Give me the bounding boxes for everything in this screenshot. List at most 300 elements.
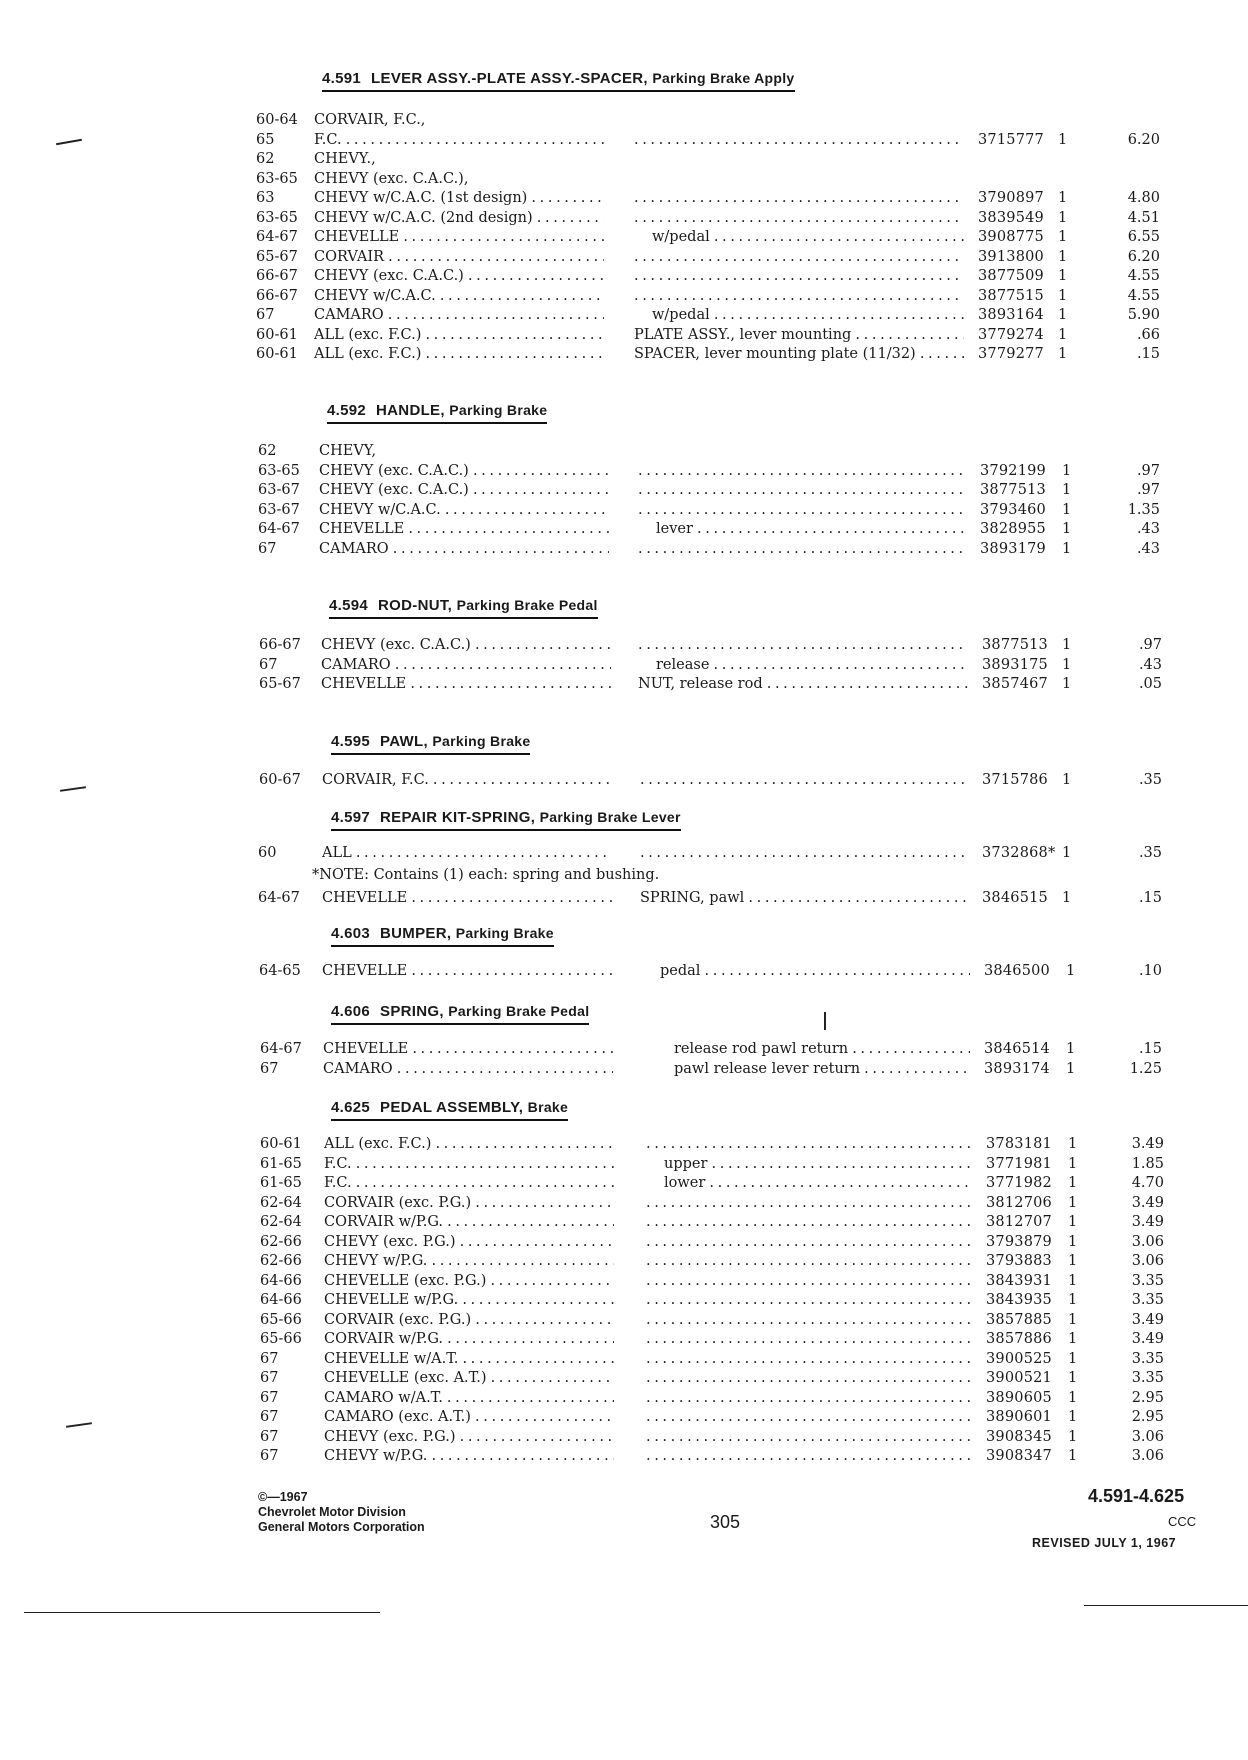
part-number: 3732868*: [982, 845, 1056, 861]
section-subtitle: Parking Brake Lever: [539, 809, 681, 825]
section-heading-4597: [331, 809, 681, 831]
price: 3.49: [1131, 1311, 1164, 1328]
model-year: 67: [260, 1409, 279, 1425]
table-row: [0, 1175, 1248, 1193]
quantity: 1: [1058, 268, 1068, 284]
part-description: [640, 890, 968, 906]
price: .05: [1138, 676, 1162, 693]
quantity: 1: [1062, 521, 1072, 538]
table-row: [0, 772, 1248, 790]
model-year: 67: [260, 1350, 279, 1367]
part-number: 3913800: [978, 248, 1044, 265]
part-description: [638, 676, 968, 692]
quantity: 1: [1062, 482, 1072, 499]
part-number: 3900525: [986, 1350, 1052, 1367]
part-number: 3877515: [978, 287, 1044, 304]
section-title: LEVER ASSY.-PLATE ASSY.-SPACER,: [371, 70, 648, 87]
bottom-rule-left: [24, 1612, 380, 1613]
price: 4.70: [1131, 1175, 1164, 1191]
model-name: CHEVELLE (exc. A.T.) . . .: [324, 1370, 614, 1386]
part-number: 3857886: [986, 1331, 1052, 1347]
model-name: CHEVELLE . . .: [319, 521, 609, 537]
model-year: 67: [260, 1428, 279, 1445]
part-description: [638, 482, 966, 498]
part-number: 3908347: [986, 1448, 1052, 1464]
part-number: 3846514: [984, 1041, 1050, 1057]
price: 3.06: [1131, 1253, 1164, 1269]
part-description-text: pedal: [660, 963, 701, 979]
table-row: [0, 1390, 1248, 1408]
part-description: [634, 327, 964, 343]
part-number: 3771982: [986, 1175, 1052, 1191]
model-name: CHEVY w/C.A.C. (2nd design) . . .: [314, 210, 604, 226]
model-year: 64-67: [260, 1041, 302, 1057]
price: .35: [1138, 845, 1162, 861]
part-description-text: SPRING, pawl: [640, 890, 745, 906]
part-description: [646, 1370, 972, 1386]
model-name: CHEVY (exc. C.A.C.) . . .: [319, 463, 609, 479]
table-row: [0, 845, 1248, 863]
section-number: 4.597: [331, 809, 371, 826]
table-row: [0, 1136, 1248, 1154]
section-heading-4592: [327, 402, 547, 424]
part-number: 3843935: [986, 1292, 1052, 1308]
price: 1.85: [1131, 1155, 1164, 1172]
quantity: 1: [1058, 287, 1068, 304]
table-row: [0, 637, 1248, 655]
section-heading-4591: [322, 70, 795, 92]
model-year: 67: [259, 656, 278, 673]
part-number: 3877509: [978, 268, 1044, 284]
part-description: [646, 1253, 972, 1269]
part-description: [634, 346, 964, 362]
part-number: 3877513: [982, 637, 1048, 653]
model-name: CHEVELLE w/P.G. . . .: [324, 1292, 614, 1308]
part-description: [634, 210, 964, 226]
part-number: 3890601: [986, 1409, 1052, 1425]
quantity: 1: [1068, 1350, 1078, 1367]
price: .15: [1138, 1041, 1162, 1057]
model-year: 66-67: [256, 287, 298, 304]
table-row: [0, 1273, 1248, 1291]
model-name: CHEVY w/P.G. . . .: [324, 1448, 614, 1464]
section-subtitle: Parking Brake: [449, 402, 548, 418]
model-name: CHEVY (exc. P.G.) . . .: [324, 1234, 614, 1250]
model-year: 67: [256, 307, 275, 323]
table-row: [0, 171, 1248, 189]
section-subtitle: Parking Brake: [432, 733, 531, 749]
model-year: 65-67: [259, 676, 301, 693]
part-description-text: upper: [664, 1155, 708, 1172]
quantity: 1: [1068, 1155, 1078, 1172]
quantity: 1: [1068, 1272, 1078, 1289]
model-name: F.C. . . .: [324, 1175, 614, 1191]
quantity: 1: [1068, 1136, 1078, 1152]
quantity: 1: [1062, 462, 1072, 479]
table-row: [0, 482, 1248, 500]
part-number: 3908775: [978, 229, 1044, 245]
model-name: CHEVELLE . . .: [322, 890, 612, 906]
part-description-text: lever: [656, 521, 693, 538]
price: 3.49: [1131, 1331, 1164, 1347]
model-name: ALL (exc. F.C.) . . .: [314, 327, 604, 343]
part-number: 3779274: [978, 326, 1044, 343]
table-row: [0, 112, 1248, 130]
table-row: [0, 210, 1248, 228]
table-row: [0, 229, 1248, 247]
part-description-text: release rod pawl return: [674, 1041, 849, 1057]
table-row: [0, 676, 1248, 694]
price: .97: [1136, 462, 1160, 479]
price: .43: [1136, 521, 1160, 538]
model-name: F.C. . . .: [324, 1156, 614, 1172]
quantity: 1: [1058, 307, 1068, 323]
model-year: 60-61: [256, 326, 298, 343]
model-name: ALL (exc. F.C.) . . .: [314, 346, 604, 362]
part-number: 3843931: [986, 1272, 1052, 1289]
section-note: *NOTE: Contains (1) each: spring and bushing.: [312, 867, 660, 883]
publisher-block: [258, 1490, 425, 1535]
part-description: [646, 1292, 972, 1308]
model-name: CHEVY (exc. C.A.C.),: [314, 170, 469, 187]
table-row: [0, 1312, 1248, 1330]
model-name: CAMARO . . .: [323, 1061, 613, 1077]
quantity: 1: [1068, 1194, 1078, 1211]
model-name: CAMARO . . .: [319, 541, 609, 557]
price: 6.20: [1127, 248, 1160, 265]
table-row: [0, 327, 1248, 345]
part-number: 3846515: [982, 890, 1048, 906]
part-description: [646, 1195, 972, 1211]
model-name: CAMARO (exc. A.T.) . . .: [324, 1409, 614, 1425]
model-name: CORVAIR . . .: [314, 249, 604, 265]
model-name: CHEVY w/P.G. . . .: [324, 1253, 614, 1269]
section-number: 4.591: [322, 70, 362, 87]
quantity: 1: [1058, 346, 1068, 362]
quantity: 1: [1066, 1041, 1076, 1057]
price: 3.35: [1131, 1272, 1164, 1289]
quantity: 1: [1058, 131, 1068, 148]
part-description: [656, 521, 966, 537]
section-heading-4595: [331, 733, 530, 755]
model-year: 62-66: [260, 1253, 302, 1269]
revision-date: REVISED JULY 1, 1967: [1032, 1536, 1177, 1550]
price: 5.90: [1127, 307, 1160, 323]
table-row: [0, 1195, 1248, 1213]
part-number: 3793879: [986, 1233, 1052, 1250]
price: 3.06: [1131, 1233, 1164, 1250]
corporation-name: General Motors Corporation: [258, 1520, 425, 1534]
table-row: [0, 1041, 1248, 1059]
price: 3.35: [1131, 1350, 1164, 1367]
price: 6.55: [1127, 229, 1160, 245]
section-subtitle: Parking Brake Apply: [652, 70, 795, 86]
model-year: 64-66: [260, 1292, 302, 1308]
model-name: CORVAIR, F.C. . . .: [322, 772, 612, 788]
price: .43: [1138, 656, 1162, 673]
part-description: [634, 190, 964, 206]
model-year: 67: [260, 1389, 279, 1406]
model-year: 64-67: [256, 229, 298, 245]
model-name: CAMARO . . .: [314, 307, 604, 323]
model-name: CHEVY w/C.A.C. . . .: [319, 502, 609, 518]
section-number: 4.595: [331, 733, 371, 750]
table-row: [0, 1429, 1248, 1447]
model-name: CHEVELLE (exc. P.G.) . . .: [324, 1273, 614, 1289]
model-name: CHEVY (exc. C.A.C.) . . .: [314, 268, 604, 284]
part-description: [646, 1312, 972, 1328]
section-title: BUMPER,: [380, 925, 452, 942]
price: .43: [1136, 541, 1160, 557]
model-name: CORVAIR, F.C.,: [314, 112, 426, 128]
copyright: ©—1967: [258, 1490, 308, 1504]
table-row: [0, 1156, 1248, 1174]
model-name: CHEVY,: [319, 443, 377, 459]
section-number: 4.625: [331, 1099, 371, 1116]
catalog-code: CCC: [1168, 1514, 1197, 1529]
model-name: CHEVELLE . . .: [314, 229, 604, 245]
part-description: [638, 463, 966, 479]
part-description-text: release: [656, 656, 710, 673]
part-number: 3783181: [986, 1136, 1052, 1152]
model-year: 63-65: [258, 462, 300, 479]
model-name: CHEVY w/C.A.C. . . .: [314, 288, 604, 304]
model-year: 63-65: [256, 209, 298, 226]
division-name: Chevrolet Motor Division: [258, 1505, 406, 1519]
part-description: [652, 307, 964, 323]
part-number: 3893179: [980, 541, 1046, 557]
model-year: 67: [260, 1448, 279, 1464]
quantity: 1: [1062, 637, 1072, 653]
part-number: 3890605: [986, 1389, 1052, 1406]
part-description: [656, 657, 968, 673]
section-number: 4.592: [327, 402, 367, 419]
table-row: [0, 249, 1248, 267]
model-year: 66-67: [256, 268, 298, 284]
model-year: 60-64: [256, 112, 298, 128]
part-description: [640, 845, 968, 861]
model-name: CHEVY (exc. C.A.C.) . . .: [319, 482, 609, 498]
price: 3.49: [1131, 1136, 1164, 1152]
part-description: [674, 1041, 970, 1057]
table-row: [0, 1214, 1248, 1232]
part-description: [634, 249, 964, 265]
quantity: 1: [1068, 1448, 1078, 1464]
model-name: CORVAIR w/P.G. . . .: [324, 1214, 614, 1230]
model-name: CAMARO w/A.T. . . .: [324, 1390, 614, 1406]
price: 6.20: [1127, 131, 1160, 148]
part-number: 3790897: [978, 190, 1044, 206]
quantity: 1: [1062, 845, 1072, 861]
part-description: [664, 1175, 972, 1191]
model-name: ALL (exc. F.C.) . . .: [324, 1136, 614, 1152]
part-number: 3715786: [982, 772, 1048, 788]
model-year: 64-67: [258, 521, 300, 538]
part-number: 3857885: [986, 1311, 1052, 1328]
model-name: CHEVY.,: [314, 151, 376, 167]
part-description: [674, 1061, 970, 1077]
model-name: CHEVELLE w/A.T. . . .: [324, 1351, 614, 1367]
price: 4.55: [1127, 287, 1160, 304]
part-description-text: w/pedal: [652, 307, 710, 323]
price: .15: [1138, 890, 1162, 906]
part-description-text: lower: [664, 1175, 706, 1191]
quantity: 1: [1062, 501, 1072, 518]
quantity: 1: [1062, 676, 1072, 693]
price: .97: [1138, 637, 1162, 653]
quantity: 1: [1062, 656, 1072, 673]
table-row: [0, 1061, 1248, 1079]
part-description: [660, 963, 970, 979]
part-description: [638, 637, 968, 653]
model-name: CORVAIR (exc. P.G.) . . .: [324, 1312, 614, 1328]
section-number: 4.594: [329, 597, 369, 614]
part-description-text: pawl release lever return: [674, 1060, 861, 1077]
model-year: 62: [256, 151, 275, 167]
model-year: 65-66: [260, 1331, 302, 1347]
part-description-text: PLATE ASSY., lever mounting: [634, 326, 852, 343]
price: 3.49: [1131, 1214, 1164, 1230]
model-year: 67: [260, 1370, 279, 1386]
price: 3.35: [1131, 1292, 1164, 1308]
table-row: [0, 443, 1248, 461]
model-year: 65: [256, 131, 275, 148]
price: 2.95: [1131, 1389, 1164, 1406]
section-heading-4606: [331, 1003, 589, 1025]
part-description: [634, 132, 964, 148]
part-description: [634, 288, 964, 304]
part-number: 3900521: [986, 1370, 1052, 1386]
section-title: REPAIR KIT-SPRING,: [380, 809, 536, 826]
part-number: 3877513: [980, 482, 1046, 499]
part-number: 3792199: [980, 462, 1046, 479]
quantity: 1: [1068, 1175, 1078, 1191]
quantity: 1: [1066, 963, 1076, 979]
table-row: [0, 132, 1248, 150]
part-description: [646, 1409, 972, 1425]
quantity: 1: [1058, 248, 1068, 265]
table-row: [0, 268, 1248, 286]
model-year: 63-67: [258, 501, 300, 518]
price: 3.06: [1131, 1448, 1164, 1464]
table-row: [0, 288, 1248, 306]
section-number: 4.603: [331, 925, 371, 942]
table-row: [0, 890, 1248, 908]
page-number: 305: [710, 1512, 741, 1532]
part-description: [640, 772, 968, 788]
section-number: 4.606: [331, 1003, 371, 1020]
table-row: [0, 1253, 1248, 1271]
part-description: [646, 1214, 972, 1230]
model-year: 67: [258, 541, 277, 557]
model-name: CHEVY (exc. P.G.) . . .: [324, 1429, 614, 1445]
table-row: [0, 1370, 1248, 1388]
price: .35: [1138, 772, 1162, 788]
model-year: 62-64: [260, 1194, 302, 1211]
part-description: [664, 1156, 972, 1172]
section-title: HANDLE,: [376, 402, 445, 419]
table-row: [0, 1331, 1248, 1349]
table-row: [0, 1409, 1248, 1427]
model-year: 62-66: [260, 1233, 302, 1250]
part-description: [652, 229, 964, 245]
model-name: CHEVELLE . . .: [323, 1041, 613, 1057]
quantity: 1: [1068, 1331, 1078, 1347]
model-name: CHEVY (exc. C.A.C.) . . .: [321, 637, 611, 653]
price: 2.95: [1131, 1409, 1164, 1425]
model-year: 62: [258, 443, 277, 459]
section-subtitle: Parking Brake Pedal: [448, 1003, 590, 1019]
section-subtitle: Brake: [527, 1099, 569, 1115]
section-heading-4594: [329, 597, 598, 619]
model-year: 60: [258, 845, 277, 861]
quantity: 1: [1068, 1311, 1078, 1328]
table-row: [0, 346, 1248, 364]
part-description-text: NUT, release rod: [638, 676, 763, 693]
section-title: ROD-NUT,: [378, 597, 453, 614]
table-row: [0, 1448, 1248, 1466]
price: 1.35: [1127, 501, 1160, 518]
price: 3.35: [1131, 1370, 1164, 1386]
part-description: [638, 541, 966, 557]
model-year: 64-65: [259, 963, 301, 979]
part-number: 3812706: [986, 1194, 1052, 1211]
table-row: [0, 190, 1248, 208]
table-row: [0, 307, 1248, 325]
model-year: 62-64: [260, 1214, 302, 1230]
price: .66: [1136, 326, 1160, 343]
model-name: CORVAIR w/P.G. . . .: [324, 1331, 614, 1347]
quantity: 1: [1068, 1233, 1078, 1250]
quantity: 1: [1062, 541, 1072, 557]
model-year: 60-61: [260, 1136, 302, 1152]
quantity: 1: [1058, 209, 1068, 226]
quantity: 1: [1062, 772, 1072, 788]
table-row: [0, 1292, 1248, 1310]
table-row: [0, 502, 1248, 520]
price: 3.06: [1131, 1428, 1164, 1445]
quantity: 1: [1068, 1389, 1078, 1406]
section-subtitle: Parking Brake Pedal: [456, 597, 598, 613]
model-year: 61-65: [260, 1175, 302, 1191]
part-description: [646, 1429, 972, 1445]
part-description: [638, 502, 966, 518]
model-name: CHEVELLE . . .: [322, 963, 612, 979]
price: 1.25: [1129, 1060, 1162, 1077]
table-row: [0, 657, 1248, 675]
quantity: 1: [1068, 1428, 1078, 1445]
quantity: 1: [1068, 1292, 1078, 1308]
part-number: 3715777: [978, 131, 1044, 148]
model-year: 64-67: [258, 890, 300, 906]
quantity: 1: [1068, 1370, 1078, 1386]
part-description-text: w/pedal: [652, 229, 710, 245]
part-number: 3857467: [982, 676, 1048, 693]
price: .97: [1136, 482, 1160, 499]
table-row: [0, 1351, 1248, 1369]
part-description: [646, 1331, 972, 1347]
part-number: 3839549: [978, 209, 1044, 226]
model-year: 63-65: [256, 170, 298, 187]
quantity: 1: [1066, 1060, 1076, 1077]
quantity: 1: [1062, 890, 1072, 906]
stray-mark: [824, 1012, 826, 1030]
model-name: CHEVY w/C.A.C. (1st design) . . .: [314, 190, 604, 206]
price: 3.49: [1131, 1194, 1164, 1211]
model-name: ALL . . .: [322, 845, 612, 861]
model-year: 66-67: [259, 637, 301, 653]
quantity: 1: [1058, 229, 1068, 245]
